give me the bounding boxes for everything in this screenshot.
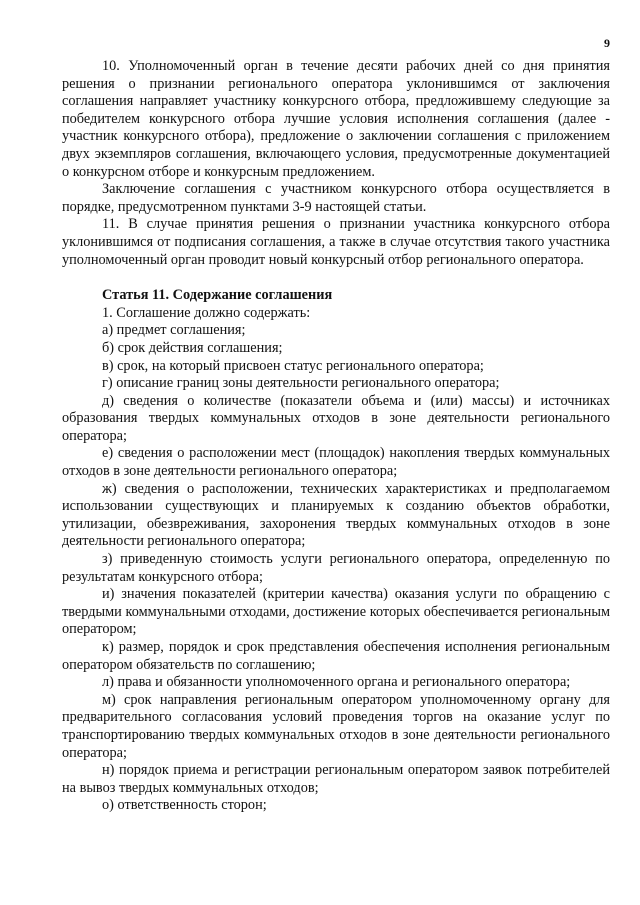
paragraph-11: 11. В случае принятия решения о признании участника конкурсного отбора уклонившимся от подписания соглашения, а также в случае отсутствия такого участника уполномоченный орган проводит новый конкурсный отбор регионального оператора. (62, 216, 610, 268)
list-item-v: в) срок, на который присвоен статус регионального оператора; (102, 357, 484, 374)
list-item-a: а) предмет соглашения; (102, 322, 246, 339)
list-item-n: н) порядок приема и регистрации региональным оператором заявок потребителей на вывоз твердых коммунальных отходов; (62, 762, 610, 796)
list-item-b: б) срок действия соглашения; (102, 339, 283, 356)
list-item-e: е) сведения о расположении мест (площадок) накопления твердых коммунальных отходов в зоне деятельности регионального оператора; (62, 445, 610, 480)
article-heading: Статья 11. Содержание соглашения (102, 287, 333, 304)
list-item-d: д) сведения о количестве (показатели объема и (или) массы) и источниках образования твердых коммунальных отходов в зоне деятельности регионального оператора; (62, 392, 610, 444)
document-body (62, 58, 610, 815)
list-item-m: м) срок направления региональным оператором уполномоченному органу для предварительного согласования условий проведения торгов на оказание услуг по транспортированию твердых коммунальных отходов в зоне деятельности регионального оператора; (62, 691, 610, 761)
list-item-zh: ж) сведения о расположении, технических характеристиках и предполагаемом использовании существующих и планируемых к созданию объектов обработки, утилизации, обезвреживания, захоронения твердых коммунальных отходов в зоне деятельности регионального оператора; (62, 480, 610, 550)
list-item-g: г) описание границ зоны деятельности регионального оператора; (102, 375, 500, 392)
list-item-z: з) приведенную стоимость услуги регионального оператора, определенную по результатам конкурсного отбора; (62, 551, 610, 585)
list-item-o: о) ответственность сторон; (102, 797, 267, 814)
list-item-l: л) права и обязанности уполномоченного органа и регионального оператора; (102, 674, 571, 691)
paragraph-conclusion: Заключение соглашения с участником конкурсного отбора осуществляется в порядке, предусмотренном пунктами 3-9 настоящей статьи. (62, 181, 610, 215)
list-item-k: к) размер, порядок и срок представления обеспечения исполнения региональным оператором обязательств по соглашению; (62, 639, 610, 673)
article-intro: 1. Соглашение должно содержать: (102, 304, 311, 321)
paragraph-10: 10. Уполномоченный орган в течение десяти рабочих дней со дня принятия решения о признании регионального оператора уклонившимся от заключения соглашения направляет участнику конкурсного отбора, предложившему следующие за победителем конкурсного отбора лучшие условия исполнения соглашения (далее - участник конкурсного отбора), предложение о заключении соглашения с приложением двух экземпляров соглашения, включающего условия, предусмотренные документацией о конкурсном отборе и конкурсным предложением. (62, 58, 610, 180)
page-number: 9 (604, 36, 610, 50)
list-item-i: и) значения показателей (критерии качества) оказания услуги по обращению с твердыми коммунальными отходами, достижение которых обеспечивается региональным оператором; (62, 586, 610, 638)
